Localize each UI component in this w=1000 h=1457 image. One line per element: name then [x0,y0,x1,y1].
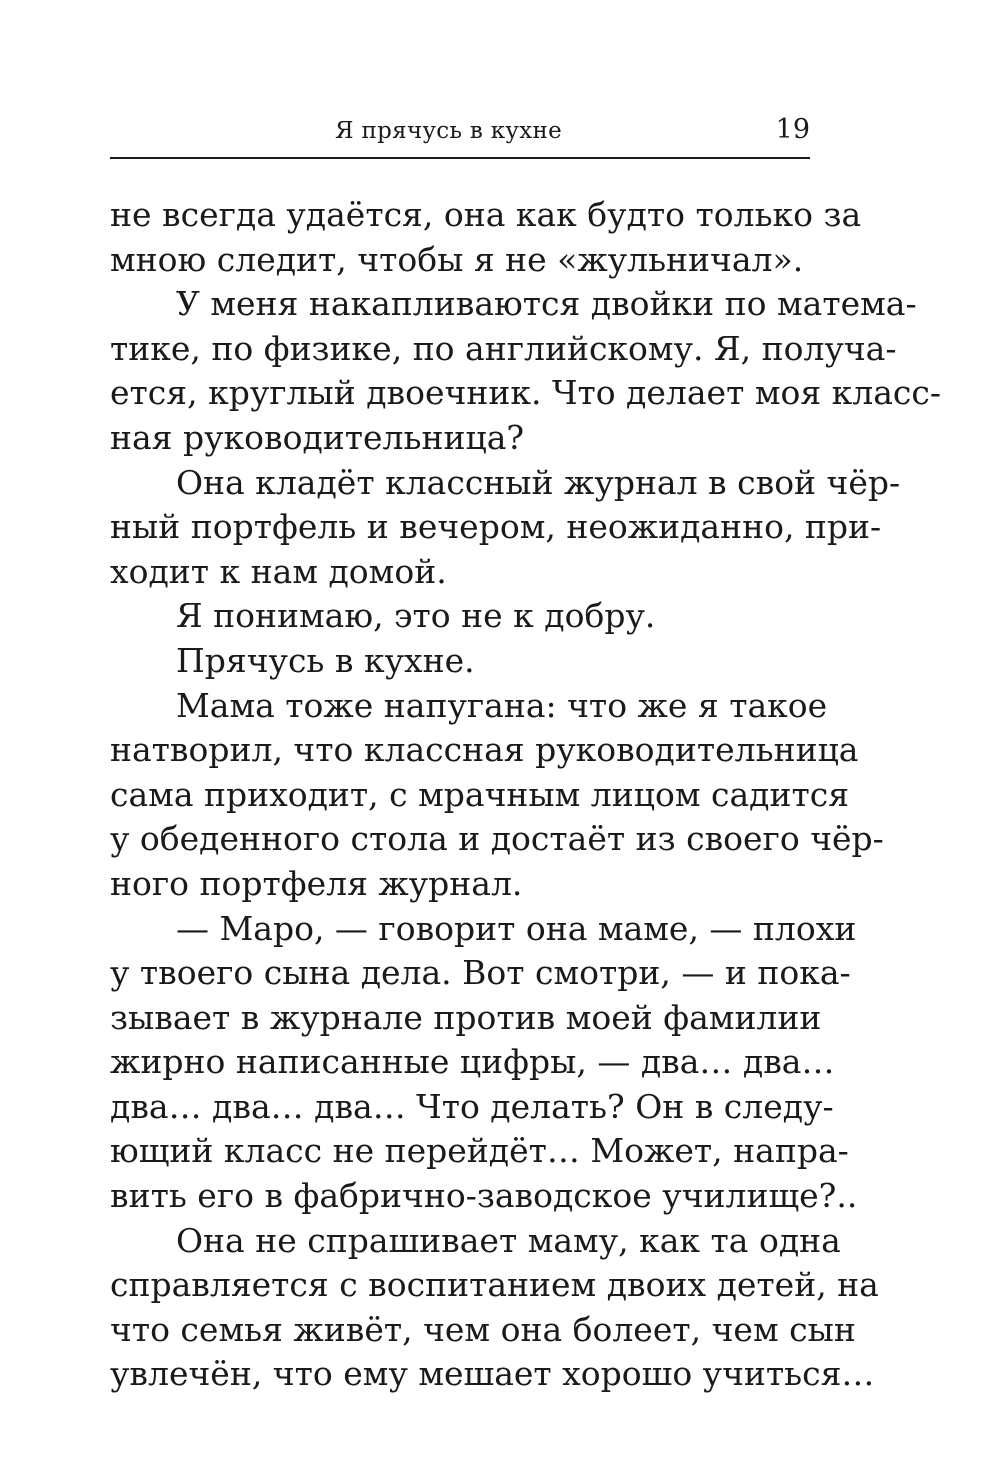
text-line: сама приходит, с мрачным лицом садится [110,774,850,814]
text-line: Мама тоже напугана: что же я такое [176,685,828,725]
running-title: Я прячусь в кухне [335,118,563,144]
text-line: ходит к нам домой. [110,551,447,591]
text-line: тике, по физике, по английскому. Я, получа- [110,328,897,368]
text-line: ющий класс не перейдёт… Может, напра- [110,1131,849,1171]
text-line: увлечён, что ему мешает хорошо учиться… [110,1354,875,1394]
text-line: ного портфеля журнал. [110,863,523,903]
text-line: ется, круглый двоечник. Что делает моя класс- [110,373,942,413]
text-line: У меня накапливаются двойки по матема- [176,284,917,324]
text-line: у твоего сына дела. Вот смотри, — и пока- [110,953,851,993]
text-line: Она не спрашивает маму, как та одна [176,1220,841,1260]
text-line: два… два… два… Что делать? Он в следу- [110,1086,834,1126]
text-line: справляется с воспитанием двоих детей, на [110,1265,879,1305]
body-text [110,193,942,1397]
text-line: Я понимаю, это не к добру. [176,596,656,636]
text-line: у обеденного стола и достаёт из своего чёр- [110,819,884,859]
text-line: вить его в фабрично-заводское училище?.. [110,1176,858,1216]
header-rule [110,157,810,159]
page-number: 19 [775,114,810,145]
text-line: — Маро, — говорит она маме, — плохи [176,908,857,948]
text-line: жирно написанные цифры, — два… два… [110,1042,835,1082]
text-line: не всегда удаётся, она как будто только за [110,195,862,234]
text-line: Прячусь в кухне. [176,640,475,680]
text-line: зывает в журнале против моей фамилии [110,997,822,1037]
text-line: ная руководительница? [110,417,525,457]
running-header [110,112,810,152]
text-line: натворил, что классная руководительница [110,730,859,770]
text-line: Она кладёт классный журнал в свой чёр- [176,462,901,502]
text-line: мною следит, чтобы я не «жульничал». [110,239,804,279]
text-line: ный портфель и вечером, неожиданно, при- [110,507,882,547]
text-line: что семья живёт, чем она болеет, чем сын [110,1309,856,1349]
